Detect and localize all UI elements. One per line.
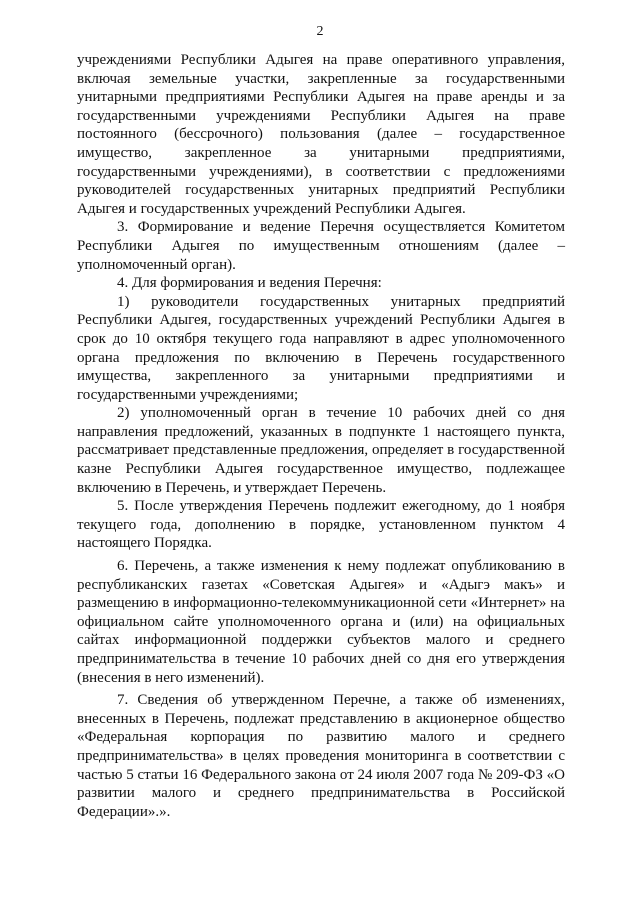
paragraph-item-4: 4. Для формирования и ведения Перечня: <box>117 275 382 292</box>
page-number: 2 <box>316 24 324 39</box>
paragraph-item-7: 7. Сведения об утвержденном Перечне, а также об изменениях, внесенных в Перечень, подлежат представлению в акционерное общество «Федеральная корпорация по развитию малого и среднего предпринимательства» в целях проведения мониторинга в соответствии с частью 5 статьи 16 Федерального закона от 24 июля 2007 года № 209-ФЗ «О развитии малого и среднего предпринимательства в Российской Федерации».». <box>77 692 565 820</box>
subparagraph-1: 1) руководители государственных унитарных предприятий Республики Адыгея, государственных учреждений Республики Адыгея в срок до 10 октября текущего года направляют в адрес уполномоченного органа предложения по включению в Перечень государственного имущества, закрепленного за унитарными предприятиями и государственными учреждениями; <box>77 293 565 403</box>
paragraph-item-3: 3. Формирование и ведение Перечня осуществляется Комитетом Республики Адыгея по имущественным отношениям (далее – уполномоченный орган). <box>77 219 565 273</box>
paragraph-item-6: 6. Перечень, а также изменения к нему подлежат опубликованию в республиканских газетах «Советская Адыгея» и «Адыгэ макъ» и размещению в информационно-телекоммуникационной сети «Интернет» на официальном сайте уполномоченного органа и (или) на официальных сайтах информационной поддержки субъектов малого и среднего предпринимательства в течение 10 рабочих дней со дня его утверждения (внесения в него изменений). <box>77 558 565 686</box>
paragraph-continuation: учреждениями Республики Адыгея на праве оперативного управления, включая земельные участки, закрепленные за государственными унитарными предприятиями Республики Адыгея на праве аренды и за государственными учреждениями Республики Адыгея на праве постоянного (бессрочного) пользования (далее – государственное имущество, закрепленное за унитарными предприятиями, государственными учреждениями), в соответствии с предложениями руководителей государственных унитарных предприятий Республики Адыгея и государственных учреждений Республики Адыгея. <box>77 52 565 217</box>
subparagraph-2: 2) уполномоченный орган в течение 10 рабочих дней со дня направления предложений, указанных в подпункте 1 настоящего пункта, рассматривает представленные предложения, определяет в государственной казне Республики Адыгея государственное имущество, подлежащее включению в Перечень, и утверждает Перечень. <box>77 405 565 496</box>
paragraph-item-5: 5. После утверждения Перечень подлежит ежегодному, до 1 ноября текущего года, дополнению в порядке, установленном пунктом 4 настоящего Порядка. <box>77 498 565 552</box>
document-body <box>77 51 565 821</box>
